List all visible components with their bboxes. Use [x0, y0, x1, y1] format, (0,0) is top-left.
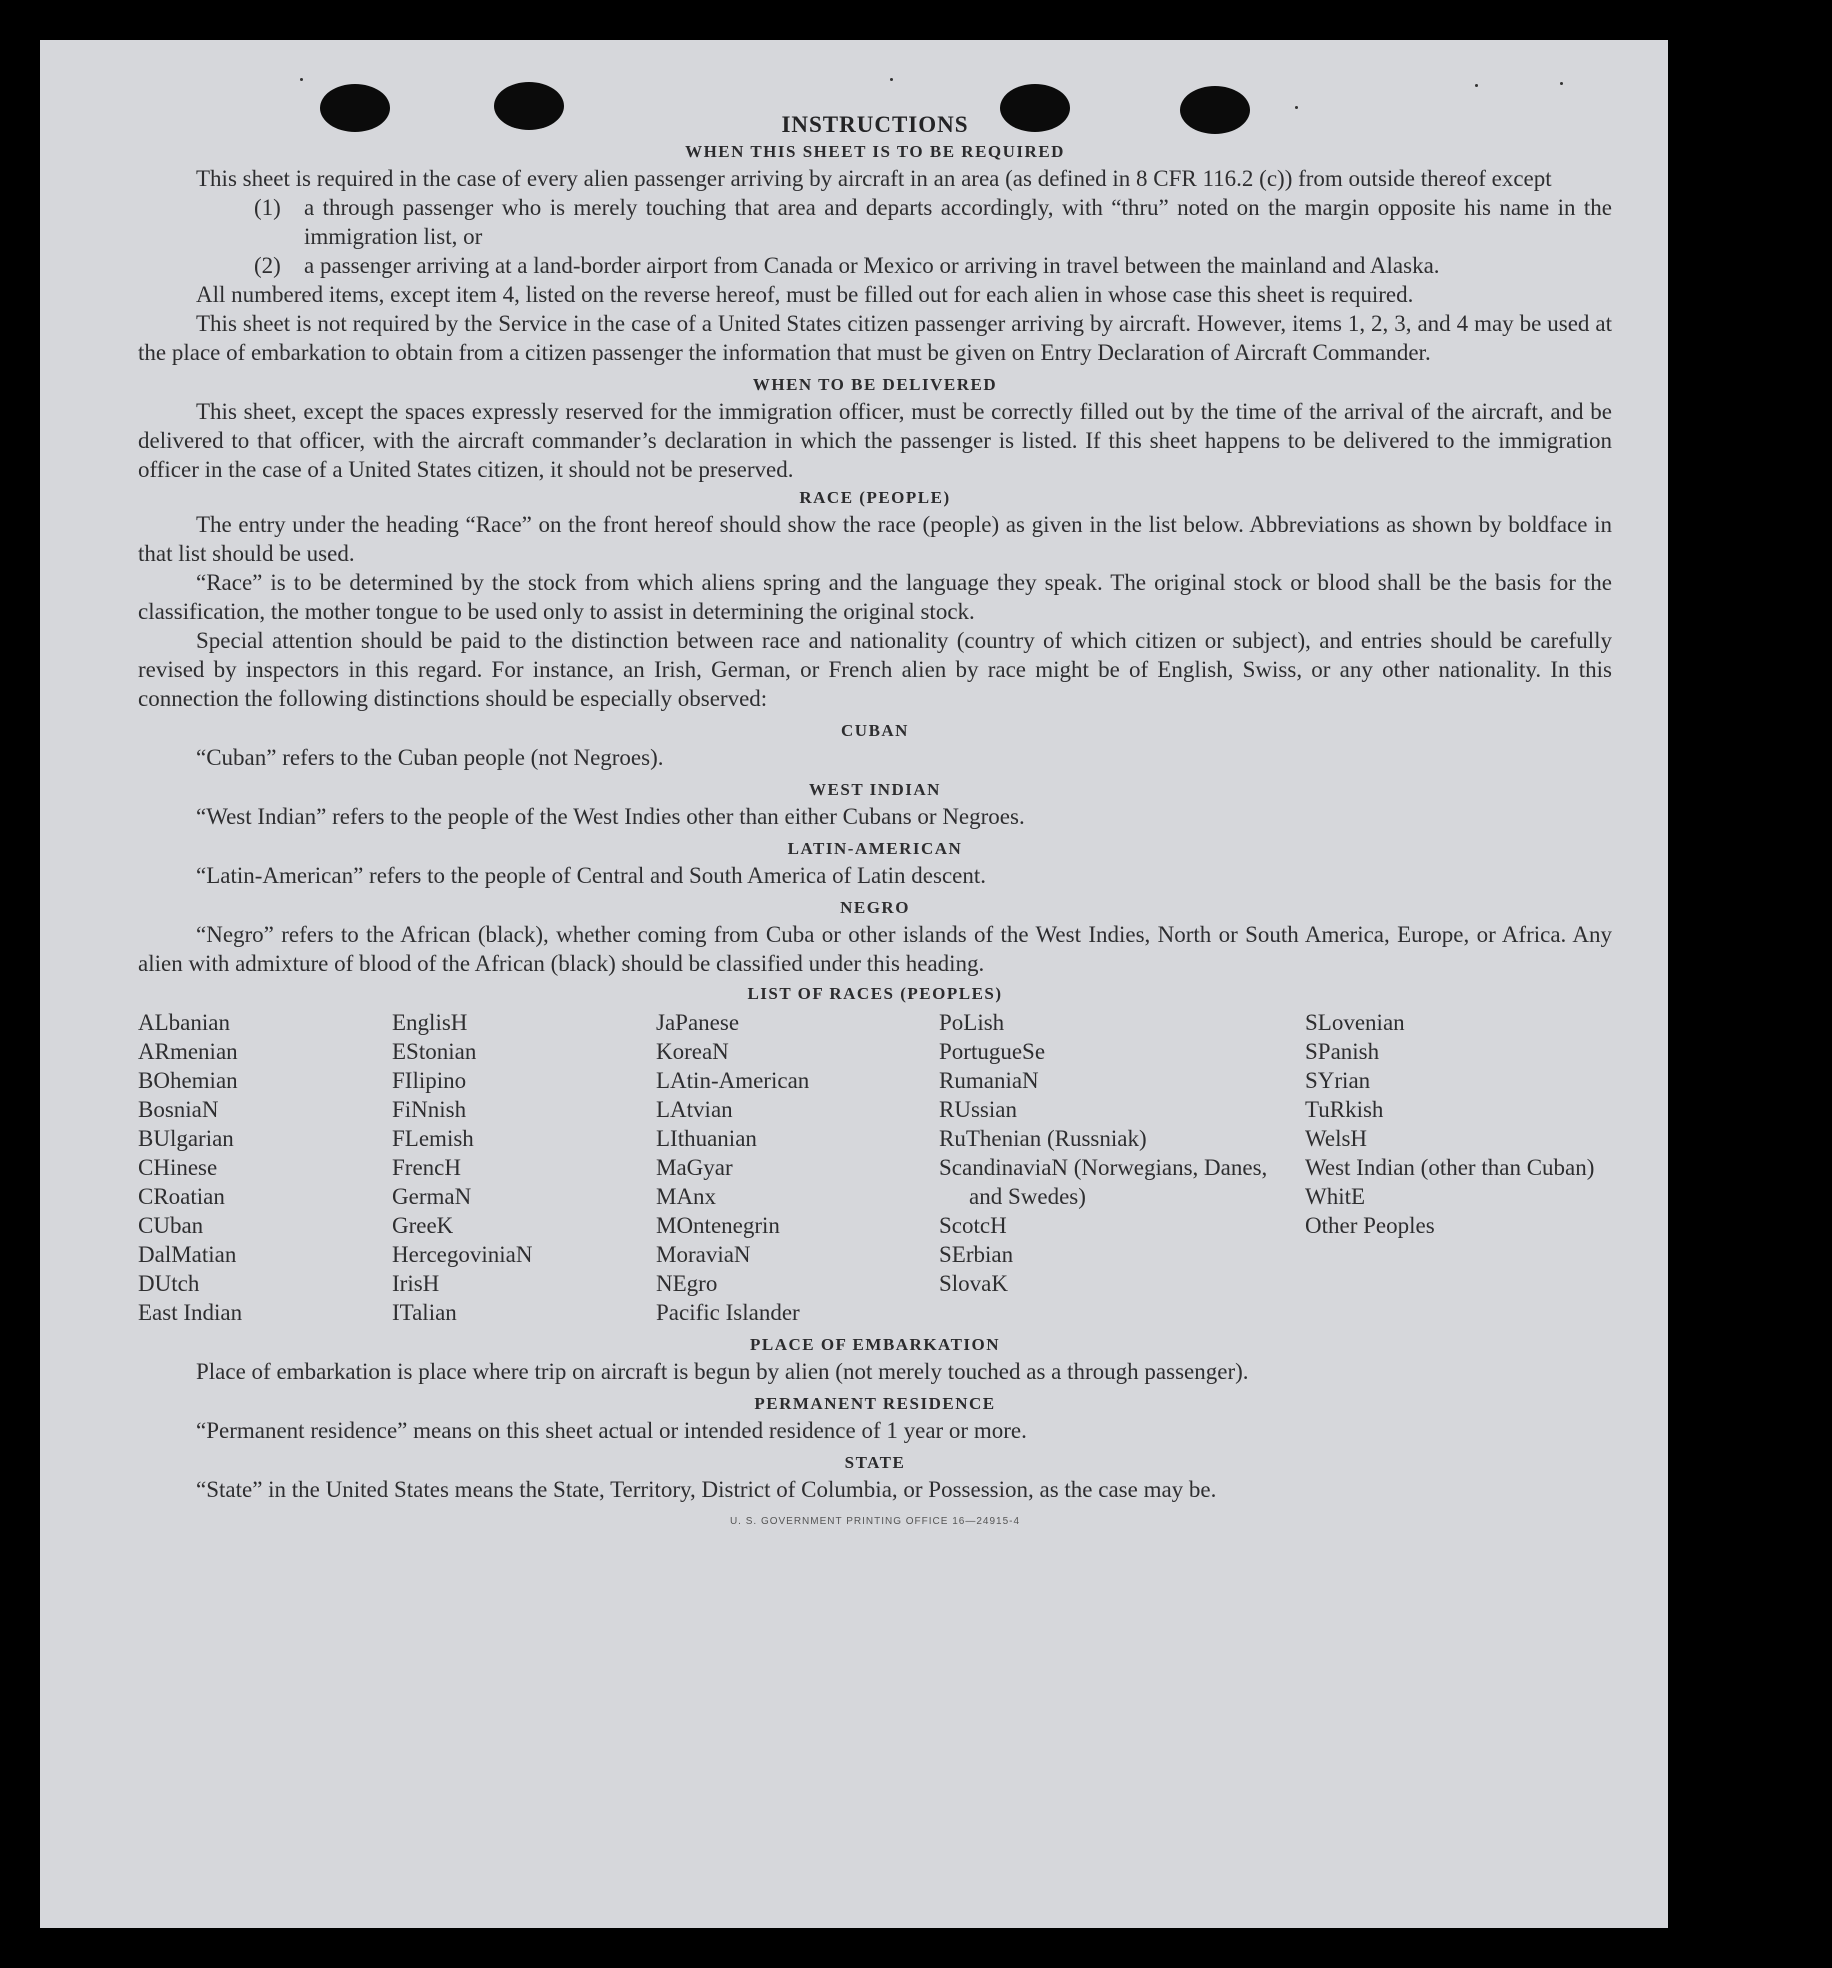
race-item: TuRkish	[1305, 1097, 1384, 1122]
races-column	[138, 1008, 392, 1327]
exception-item	[254, 193, 1612, 251]
race-item: LIthuanian	[656, 1126, 757, 1151]
race-item: FIlipino	[392, 1068, 467, 1093]
heading-negro: NEGRO	[840, 898, 910, 917]
speck	[1560, 82, 1563, 85]
race-item: DUtch	[138, 1271, 200, 1296]
paragraph: This sheet is not required by the Service in the case of a United States citizen passenger arriving by aircraft. However, items 1, 2, 3, and 4 may be used at the place of embarkation to obtain from a citizen passenger the information that must be given on Entry Declaration of Aircraft Commander.	[138, 311, 1612, 365]
instructions-content	[138, 112, 1612, 1527]
item-number: (1)	[254, 195, 281, 220]
paragraph: This sheet is required in the case of every alien passenger arriving by aircraft in an area (as defined in 8 CFR 116.2 (c)) from outside thereof except	[196, 166, 1552, 191]
race-item: LAtvian	[656, 1097, 733, 1122]
race-item: MOntenegrin	[656, 1213, 780, 1238]
item-text: a passenger arriving at a land-border airport from Canada or Mexico or arriving in travel between the mainland and Alaska.	[304, 253, 1440, 278]
speck	[300, 78, 303, 81]
heading-race: RACE (PEOPLE)	[799, 488, 951, 507]
race-item: FrencH	[392, 1155, 461, 1180]
document-sheet	[40, 40, 1668, 1928]
race-item: ALbanian	[138, 1010, 230, 1035]
race-item: BOhemian	[138, 1068, 238, 1093]
paragraph: “Cuban” refers to the Cuban people (not Negroes).	[196, 745, 664, 770]
item-text: a through passenger who is merely touching that area and departs accordingly, with “thru” noted on the margin opposite his name in the immigration list, or	[304, 195, 1612, 249]
heading-cuban: CUBAN	[841, 721, 909, 740]
race-item: Pacific Islander	[656, 1300, 800, 1325]
race-item: JaPanese	[656, 1010, 740, 1035]
paragraph: This sheet, except the spaces expressly reserved for the immigration officer, must be correctly filled out by the time of the arrival of the aircraft, and be delivered to that officer, with the aircraft commander’s declaration in which the passenger is listed. If this sheet happens to be delivered to the immigration officer in the case of a United States citizen, it should not be preserved.	[138, 399, 1612, 482]
heading-when-required: WHEN THIS SHEET IS TO BE REQUIRED	[685, 142, 1065, 161]
race-item: SLovenian	[1305, 1010, 1405, 1035]
paragraph: All numbered items, except item 4, listed on the reverse hereof, must be filled out for each alien in whose case this sheet is required.	[196, 282, 1414, 307]
race-item: ScandinaviaN (Norwegians, Danes, and Swedes)	[939, 1155, 1268, 1209]
race-item: PoLish	[939, 1010, 1005, 1035]
race-item: WhitE	[1305, 1184, 1366, 1209]
race-item: RUssian	[939, 1097, 1017, 1122]
race-item: PortugueSe	[939, 1039, 1046, 1064]
race-item: FLemish	[392, 1126, 474, 1151]
exception-item	[254, 251, 1612, 280]
paragraph: The entry under the heading “Race” on the front hereof should show the race (people) as given in the list below. Abbreviations as shown by boldface in that list should be used.	[138, 512, 1612, 566]
page-title: INSTRUCTIONS	[781, 112, 969, 137]
race-item: HercegoviniaN	[392, 1242, 533, 1267]
race-item: SYrian	[1305, 1068, 1371, 1093]
race-item: MoraviaN	[656, 1242, 751, 1267]
races-column	[939, 1008, 1305, 1327]
race-item: KoreaN	[656, 1039, 729, 1064]
race-item: NEgro	[656, 1271, 718, 1296]
race-item: CRoatian	[138, 1184, 225, 1209]
race-item: Other Peoples	[1305, 1213, 1435, 1238]
paragraph: “Permanent residence” means on this sheet actual or intended residence of 1 year or more.	[196, 1418, 1027, 1443]
printing-office-footer: U. S. GOVERNMENT PRINTING OFFICE 16—24915-4	[729, 1516, 1021, 1527]
speck	[890, 78, 893, 81]
race-item: BosniaN	[138, 1097, 219, 1122]
races-list	[138, 1008, 1612, 1327]
speck	[1475, 84, 1478, 87]
heading-when-delivered: WHEN TO BE DELIVERED	[752, 375, 998, 394]
race-item: ARmenian	[138, 1039, 238, 1064]
race-item: DalMatian	[138, 1242, 237, 1267]
races-column	[1305, 1008, 1595, 1327]
race-item: East Indian	[138, 1300, 243, 1325]
race-item: GreeK	[392, 1213, 454, 1238]
speck	[1295, 106, 1298, 109]
race-item: SErbian	[939, 1242, 1014, 1267]
paragraph: Place of embarkation is place where trip on aircraft is begun by alien (not merely touched as a through passenger).	[196, 1359, 1249, 1384]
race-item: RuThenian (Russniak)	[939, 1126, 1147, 1151]
heading-place-of-embarkation: PLACE OF EMBARKATION	[749, 1335, 1001, 1354]
race-item: IrisH	[392, 1271, 440, 1296]
race-item: CUban	[138, 1213, 204, 1238]
race-item: MAnx	[656, 1184, 717, 1209]
paragraph: Special attention should be paid to the distinction between race and nationality (country of which citizen or subject), and entries should be carefully revised by inspectors in this regard. For instance, an Irish, German, or French alien by race might be of English, Swiss, or any other nationality. In this connection the following distinctions should be especially observed:	[138, 628, 1612, 711]
races-column	[656, 1008, 939, 1327]
race-item: CHinese	[138, 1155, 218, 1180]
race-item: LAtin-American	[656, 1068, 810, 1093]
race-item: BUlgarian	[138, 1126, 234, 1151]
heading-list-of-races: LIST OF RACES (PEOPLES)	[747, 984, 1003, 1003]
race-item: ITalian	[392, 1300, 457, 1325]
heading-permanent-residence: PERMANENT RESIDENCE	[754, 1394, 996, 1413]
race-item: GermaN	[392, 1184, 472, 1209]
race-item: SPanish	[1305, 1039, 1380, 1064]
heading-west-indian: WEST INDIAN	[809, 780, 941, 799]
paragraph: “West Indian” refers to the people of the West Indies other than either Cubans or Negroes.	[196, 804, 1025, 829]
race-item: ScotcH	[939, 1213, 1007, 1238]
heading-state: STATE	[844, 1453, 906, 1472]
races-column	[392, 1008, 656, 1327]
heading-latin-american: LATIN-AMERICAN	[787, 839, 963, 858]
race-item: WelsH	[1305, 1126, 1368, 1151]
race-item: EStonian	[392, 1039, 477, 1064]
paragraph: “Race” is to be determined by the stock from which aliens spring and the language they speak. The original stock or blood shall be the basis for the classification, the mother tongue to be used only to assist in determining the original stock.	[138, 570, 1612, 624]
paragraph: “Negro” refers to the African (black), whether coming from Cuba or other islands of the West Indies, North or South America, Europe, or Africa. Any alien with admixture of blood of the African (black) should be classified under this heading.	[138, 922, 1612, 976]
race-item: RumaniaN	[939, 1068, 1039, 1093]
race-item: FiNnish	[392, 1097, 467, 1122]
race-item: West Indian (other than Cuban)	[1305, 1155, 1595, 1180]
paragraph: “Latin-American” refers to the people of Central and South America of Latin descent.	[196, 863, 986, 888]
item-number: (2)	[254, 253, 281, 278]
race-item: SlovaK	[939, 1271, 1008, 1296]
race-item: EnglisH	[392, 1010, 468, 1035]
race-item: MaGyar	[656, 1155, 733, 1180]
paragraph: “State” in the United States means the State, Territory, District of Columbia, or Possession, as the case may be.	[196, 1477, 1217, 1502]
